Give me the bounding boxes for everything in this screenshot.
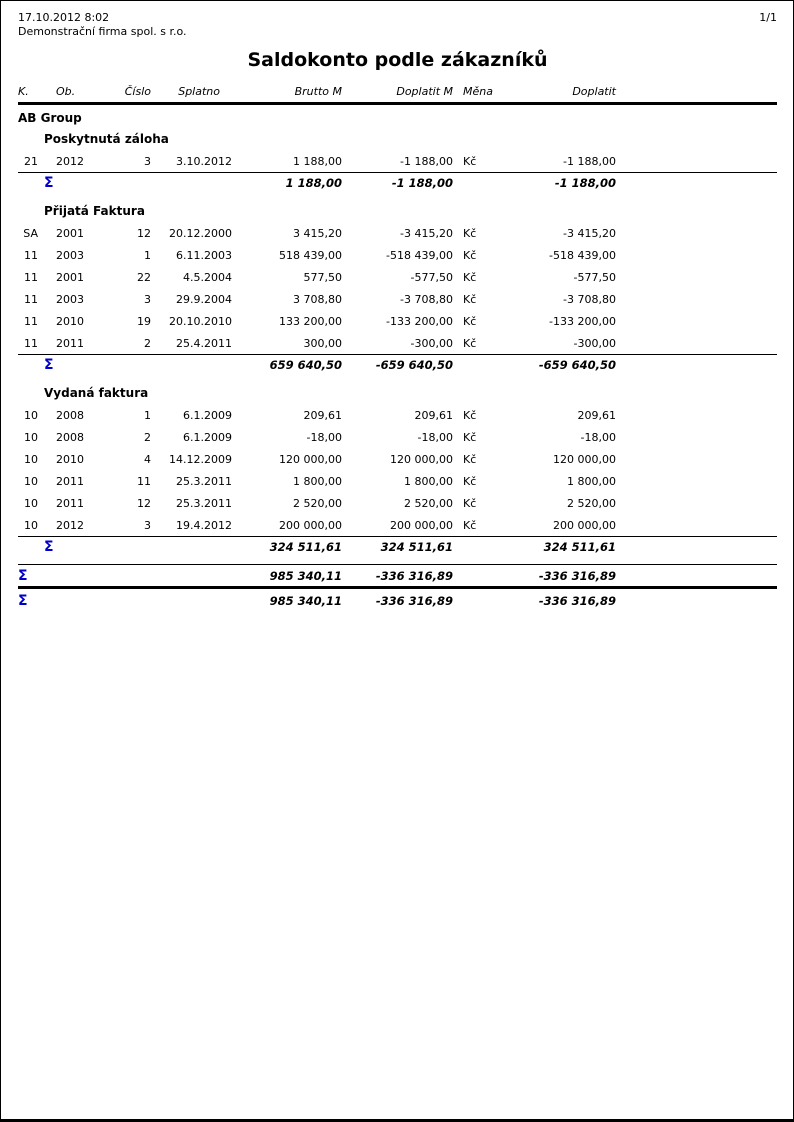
cell-ob: 2008 — [56, 430, 84, 444]
cell-ob: 2003 — [56, 292, 84, 306]
cell-splatno: 6.11.2003 — [176, 248, 232, 262]
cell-brutto-m: 577,50 — [303, 270, 342, 284]
cell-mena: Kč — [463, 154, 477, 168]
sum-brutto-m: 1 188,00 — [285, 176, 342, 190]
company-name: Demonstrační firma spol. s r.o. — [18, 25, 187, 38]
cell-doplatit-m: -3 708,80 — [400, 292, 453, 306]
cell-doplatit: -300,00 — [573, 336, 616, 350]
cell-cislo: 19 — [137, 314, 151, 328]
cell-mena: Kč — [463, 314, 477, 328]
table-row — [18, 448, 777, 470]
col-header-brutto-m: Brutto M — [294, 85, 342, 98]
cell-k: 11 — [24, 336, 38, 350]
cell-mena: Kč — [463, 474, 477, 488]
cell-ob: 2012 — [56, 154, 84, 168]
cell-mena: Kč — [463, 248, 477, 262]
col-header-ob: Ob. — [56, 85, 76, 98]
section-title-poskytnuta-zaloha: Poskytnutá záloha — [44, 132, 169, 146]
cell-splatno: 19.4.2012 — [176, 518, 232, 532]
sum-brutto-m: 659 640,50 — [269, 358, 342, 372]
col-header-doplatit-m: Doplatit M — [396, 85, 453, 98]
cell-doplatit: -18,00 — [580, 430, 616, 444]
cell-doplatit-m: 209,61 — [414, 408, 453, 422]
cell-mena: Kč — [463, 270, 477, 284]
cell-splatno: 14.12.2009 — [169, 452, 232, 466]
cell-splatno: 6.1.2009 — [183, 430, 232, 444]
table-row — [18, 426, 777, 448]
cell-splatno: 4.5.2004 — [183, 270, 232, 284]
cell-brutto-m: 133 200,00 — [279, 314, 342, 328]
cell-doplatit: -3 708,80 — [563, 292, 616, 306]
cell-doplatit-m: -18,00 — [417, 430, 453, 444]
cell-brutto-m: 120 000,00 — [279, 452, 342, 466]
cell-cislo: 2 — [144, 430, 151, 444]
cell-doplatit-m: -300,00 — [410, 336, 453, 350]
customer-total-doplatit-m: -336 316,89 — [375, 568, 453, 583]
cell-doplatit: 200 000,00 — [553, 518, 616, 532]
cell-brutto-m: 2 520,00 — [293, 496, 342, 510]
table-row — [18, 288, 777, 310]
cell-brutto-m: 3 708,80 — [293, 292, 342, 306]
total-sigma-icon: Σ — [18, 567, 28, 584]
cell-cislo: 1 — [144, 408, 151, 422]
customer-total-brutto-m: 985 340,11 — [269, 568, 342, 583]
cell-splatno: 3.10.2012 — [176, 154, 232, 168]
cell-cislo: 3 — [144, 518, 151, 532]
cell-mena: Kč — [463, 408, 477, 422]
table-row — [18, 492, 777, 514]
cell-ob: 2010 — [56, 452, 84, 466]
cell-brutto-m: 200 000,00 — [279, 518, 342, 532]
cell-brutto-m: 518 439,00 — [279, 248, 342, 262]
cell-doplatit-m: -577,50 — [410, 270, 453, 284]
cell-splatno: 20.10.2010 — [169, 314, 232, 328]
cell-doplatit: -3 415,20 — [563, 226, 616, 240]
report-total-doplatit: -336 316,89 — [538, 593, 616, 608]
cell-k: 11 — [24, 270, 38, 284]
cell-k: 10 — [24, 452, 38, 466]
cell-doplatit: 209,61 — [577, 408, 616, 422]
cell-mena: Kč — [463, 518, 477, 532]
cell-ob: 2012 — [56, 518, 84, 532]
sum-sigma-icon: Σ — [44, 357, 54, 373]
cell-ob: 2011 — [56, 336, 84, 350]
cell-doplatit: 1 800,00 — [567, 474, 616, 488]
sum-doplatit-m: -1 188,00 — [391, 176, 453, 190]
report-total-doplatit-m: -336 316,89 — [375, 593, 453, 608]
cell-splatno: 6.1.2009 — [183, 408, 232, 422]
cell-mena: Kč — [463, 452, 477, 466]
cell-doplatit-m: -3 415,20 — [400, 226, 453, 240]
cell-doplatit-m: 1 800,00 — [404, 474, 453, 488]
cell-doplatit-m: -133 200,00 — [386, 314, 453, 328]
cell-doplatit-m: -518 439,00 — [386, 248, 453, 262]
cell-ob: 2008 — [56, 408, 84, 422]
sum-brutto-m: 324 511,61 — [269, 540, 342, 554]
cell-cislo: 1 — [144, 248, 151, 262]
cell-cislo: 4 — [144, 452, 151, 466]
cell-cislo: 3 — [144, 292, 151, 306]
cell-cislo: 3 — [144, 154, 151, 168]
report-total-brutto-m: 985 340,11 — [269, 593, 342, 608]
cell-k: 10 — [24, 496, 38, 510]
cell-doplatit-m: -1 188,00 — [400, 154, 453, 168]
cell-k: 10 — [24, 474, 38, 488]
cell-k: 10 — [24, 430, 38, 444]
cell-mena: Kč — [463, 226, 477, 240]
cell-doplatit: 2 520,00 — [567, 496, 616, 510]
section-sum-row — [18, 536, 777, 557]
cell-cislo: 12 — [137, 496, 151, 510]
table-row — [18, 310, 777, 332]
table-header-row — [18, 85, 777, 105]
cell-k: 10 — [24, 518, 38, 532]
col-header-splatno: Splatno — [178, 85, 220, 98]
cell-k: 10 — [24, 408, 38, 422]
cell-doplatit: -133 200,00 — [549, 314, 616, 328]
col-header-mena: Měna — [463, 85, 493, 98]
sum-sigma-icon: Σ — [44, 175, 54, 191]
cell-splatno: 29.9.2004 — [176, 292, 232, 306]
sum-doplatit: -1 188,00 — [554, 176, 616, 190]
cell-brutto-m: 209,61 — [303, 408, 342, 422]
cell-doplatit-m: 2 520,00 — [404, 496, 453, 510]
cell-doplatit: 120 000,00 — [553, 452, 616, 466]
report-title: Saldokonto podle zákazníků — [247, 49, 548, 71]
customer-total-row — [18, 564, 777, 589]
report-header-left — [18, 11, 187, 39]
customer-group-title: AB Group — [18, 110, 82, 125]
cell-splatno: 25.4.2011 — [176, 336, 232, 350]
cell-brutto-m: -18,00 — [306, 430, 342, 444]
cell-ob: 2010 — [56, 314, 84, 328]
cell-splatno: 25.3.2011 — [176, 496, 232, 510]
cell-brutto-m: 1 800,00 — [293, 474, 342, 488]
cell-doplatit: -518 439,00 — [549, 248, 616, 262]
cell-brutto-m: 1 188,00 — [293, 154, 342, 168]
cell-ob: 2011 — [56, 496, 84, 510]
sum-doplatit-m: -659 640,50 — [375, 358, 453, 372]
cell-cislo: 12 — [137, 226, 151, 240]
sum-sigma-icon: Σ — [44, 539, 54, 555]
cell-doplatit-m: 200 000,00 — [390, 518, 453, 532]
cell-splatno: 25.3.2011 — [176, 474, 232, 488]
report-total-row — [18, 589, 777, 612]
table-row — [18, 266, 777, 288]
table-row — [18, 332, 777, 354]
cell-k: 21 — [24, 154, 38, 168]
page-indicator: 1/1 — [759, 11, 777, 24]
cell-doplatit: -577,50 — [573, 270, 616, 284]
grand-total-sigma-icon: Σ — [18, 592, 28, 609]
cell-cislo: 11 — [137, 474, 151, 488]
cell-mena: Kč — [463, 496, 477, 510]
cell-k: 11 — [24, 292, 38, 306]
table-row — [18, 514, 777, 536]
col-header-doplatit: Doplatit — [572, 85, 616, 98]
section-sum-row — [18, 354, 777, 375]
cell-ob: 2003 — [56, 248, 84, 262]
section-title-prijata-faktura: Přijatá Faktura — [44, 204, 145, 218]
cell-ob: 2001 — [56, 270, 84, 284]
cell-ob: 2011 — [56, 474, 84, 488]
sum-doplatit: -659 640,50 — [538, 358, 616, 372]
cell-k: 11 — [24, 248, 38, 262]
report-datetime: 17.10.2012 8:02 — [18, 11, 110, 24]
table-row — [18, 404, 777, 426]
cell-brutto-m: 300,00 — [303, 336, 342, 350]
sum-doplatit-m: 324 511,61 — [380, 540, 453, 554]
cell-mena: Kč — [463, 336, 477, 350]
table-row — [18, 244, 777, 266]
section-title-vydana-faktura: Vydaná faktura — [44, 386, 149, 400]
cell-doplatit-m: 120 000,00 — [390, 452, 453, 466]
col-header-cislo: Číslo — [124, 85, 151, 98]
cell-mena: Kč — [463, 430, 477, 444]
cell-mena: Kč — [463, 292, 477, 306]
section-sum-row — [18, 172, 777, 193]
cell-k: 11 — [24, 314, 38, 328]
cell-splatno: 20.12.2000 — [169, 226, 232, 240]
customer-total-doplatit: -336 316,89 — [538, 568, 616, 583]
cell-ob: 2001 — [56, 226, 84, 240]
cell-cislo: 22 — [137, 270, 151, 284]
table-row — [18, 470, 777, 492]
table-row — [18, 222, 777, 244]
col-header-k: K. — [18, 85, 29, 98]
sum-doplatit: 324 511,61 — [543, 540, 616, 554]
report-header — [18, 11, 777, 39]
cell-brutto-m: 3 415,20 — [293, 226, 342, 240]
table-row — [18, 150, 777, 172]
cell-cislo: 2 — [144, 336, 151, 350]
cell-k: SA — [23, 226, 38, 240]
cell-doplatit: -1 188,00 — [563, 154, 616, 168]
